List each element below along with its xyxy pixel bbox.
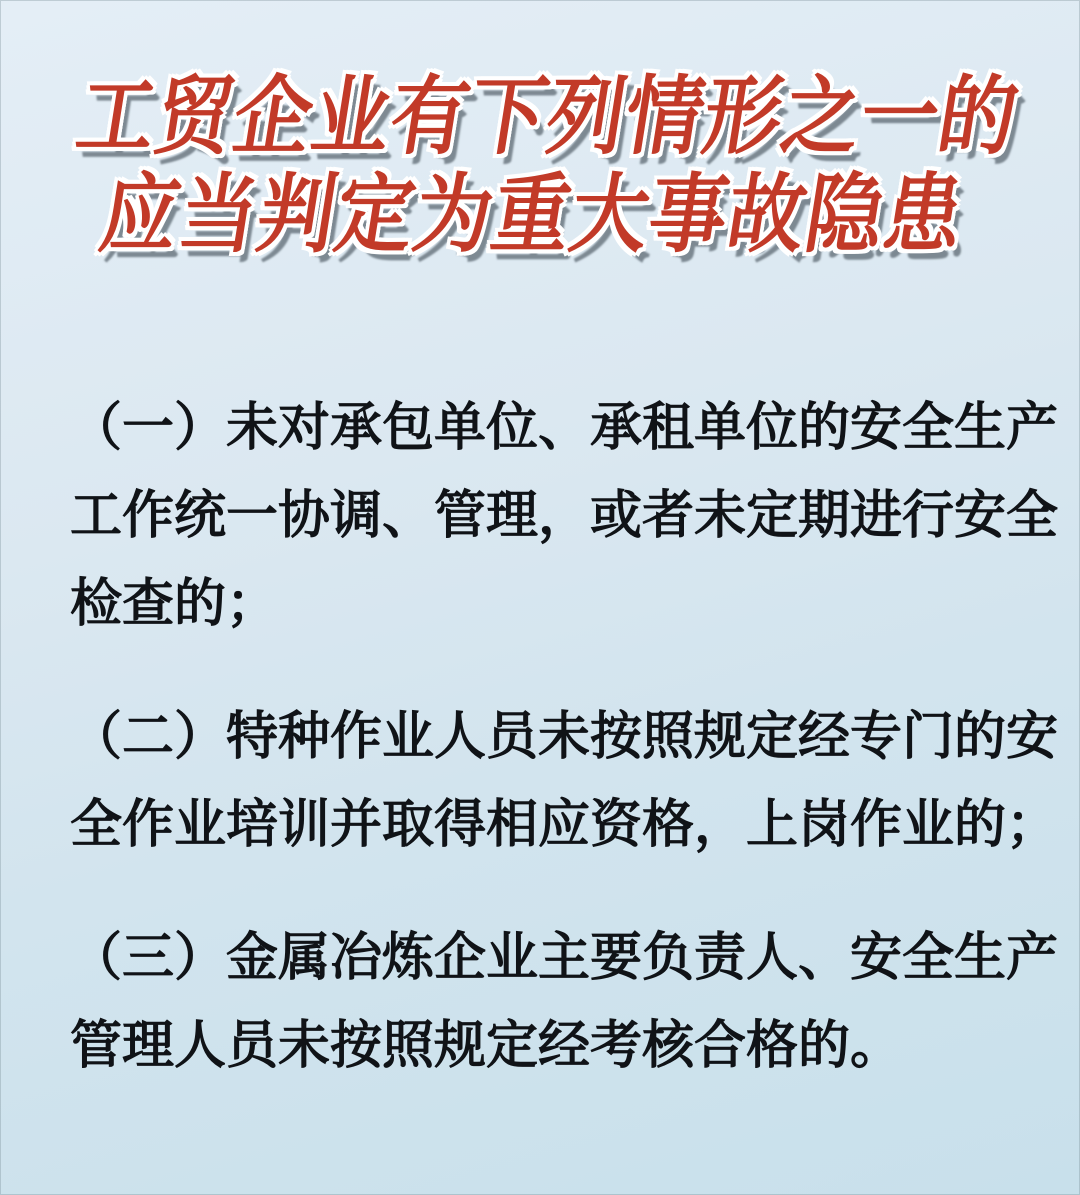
clause-item-3: [70, 914, 1059, 1090]
clause-3-line-1: （三）金属冶炼企业主要负责人、安全生产: [70, 929, 1059, 987]
clause-item-2: [70, 693, 1059, 869]
clause-list: [0, 384, 1080, 1090]
clause-2-line-1: （二）特种作业人员未按照规定经专门的安: [70, 708, 1059, 766]
clause-2-line-2: 全作业培训并取得相应资格，上岗作业的；: [70, 796, 1059, 854]
poster-title: [38, 68, 1041, 264]
clause-1-line-1: （一）未对承包单位、承租单位的安全生产: [70, 399, 1059, 457]
clause-item-1: [70, 384, 1059, 648]
title-line-2: 应当判定为重大事故隐患: [93, 167, 971, 263]
clause-3-line-2: 管理人员未按照规定经考核合格的。: [70, 1017, 903, 1075]
clause-1-line-3: 检查的；: [70, 575, 279, 633]
clause-1-line-2: 工作统一协调、管理，或者未定期进行安全: [70, 487, 1059, 545]
title-line-1: 工贸企业有下列情形之一的: [70, 69, 1026, 165]
